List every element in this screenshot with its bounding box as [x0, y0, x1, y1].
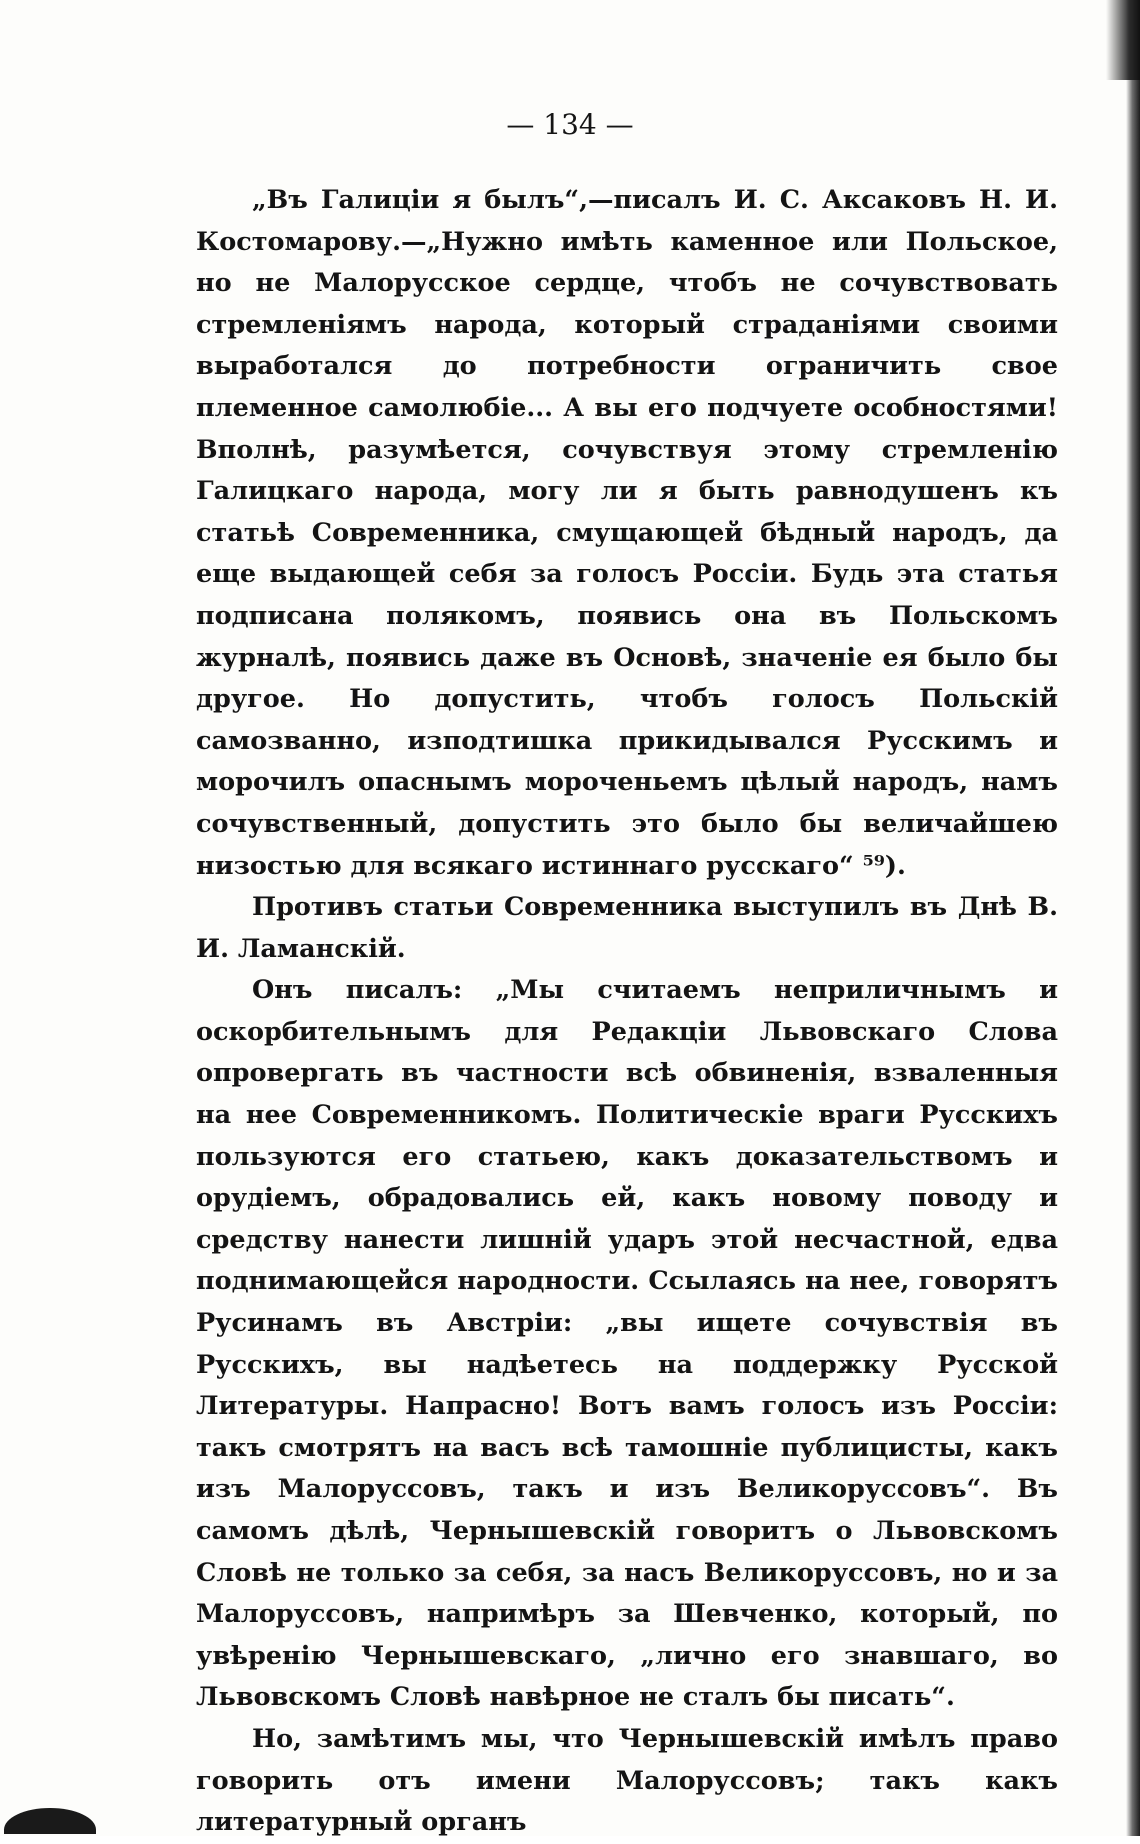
page-number: — 134 — — [506, 108, 634, 141]
paragraph-3: Онъ писалъ: „Мы считаемъ неприличнымъ и оскорбительнымъ для Редакціи Львовскаго Слова опровергать въ частности всѣ обвиненія, взваленныя на нее Современникомъ. Политическіе враги Русскихъ пользуются его статьею, какъ доказательствомъ и орудіемъ, обрадовались ей, какъ новому поводу и средству нанести лишній ударъ этой несчастной, едва поднимающейся народности. Ссылаясь на нее, говорятъ Русинамъ въ Австріи: „вы ищете сочувствія въ Русскихъ, вы надѣетесь на поддержку Русской Литературы. Напрасно! Вотъ вамъ голосъ изъ Россіи: такъ смотрятъ на васъ всѣ тамошніе публицисты, какъ изъ Малоруссовъ, такъ и изъ Великоруссовъ“. Въ самомъ дѣлѣ, Чернышевскій говоритъ о Львовскомъ Словѣ не только за себя, за насъ Великоруссовъ, но и за Малоруссовъ, напримѣръ за Шевченко, который, по увѣренію Чернышевскаго, „лично его знавшаго, во Львовскомъ Словѣ навѣрное не сталъ бы писать“. — [196, 975, 1058, 1713]
ink-smudge — [4, 1808, 96, 1834]
page-corner-shadow — [1106, 0, 1140, 80]
paragraph-2: Противъ статьи Современника выступилъ въ Днѣ В. И. Ламанскій. — [196, 892, 1058, 964]
body-text — [196, 180, 1058, 1844]
page-edge-shadow — [1126, 0, 1140, 1836]
paragraph-4: Но, замѣтимъ мы, что Чернышевскій имѣлъ право говорить отъ имени Малоруссовъ; такъ какъ литературный органъ — [196, 1723, 1058, 1838]
paragraph-1: „Въ Галиціи я былъ“,—писалъ И. С. Аксаковъ Н. И. Костомарову.—„Нужно имѣть каменное или Польское, но не Малорусское сердце, чтобъ не сочувствовать стремленіямъ народа, который страданіями своими выработался до потребности ограничить свое племенное самолюбіе... А вы его подчуете особностями! Вполнѣ, разумѣется, сочувствуя этому стремленію Галицкаго народа, могу ли я быть равнодушенъ къ статьѣ Современника, смущающей бѣдный народъ, да еще выдающей себя за голосъ Россіи. Будь эта статья подписана полякомъ, появись она въ Польскомъ журналѣ, появись даже въ Основѣ, значеніе ея было бы другое. Но допустить, чтобъ голосъ Польскій самозванно, изподтишка прикидывался Русскимъ и морочилъ опаснымъ мороченьемъ цѣлый народъ, намъ сочувственный, допустить это было бы величайшею низостью для всякаго истиннаго русскаго“ ⁵⁹). — [196, 185, 1058, 881]
